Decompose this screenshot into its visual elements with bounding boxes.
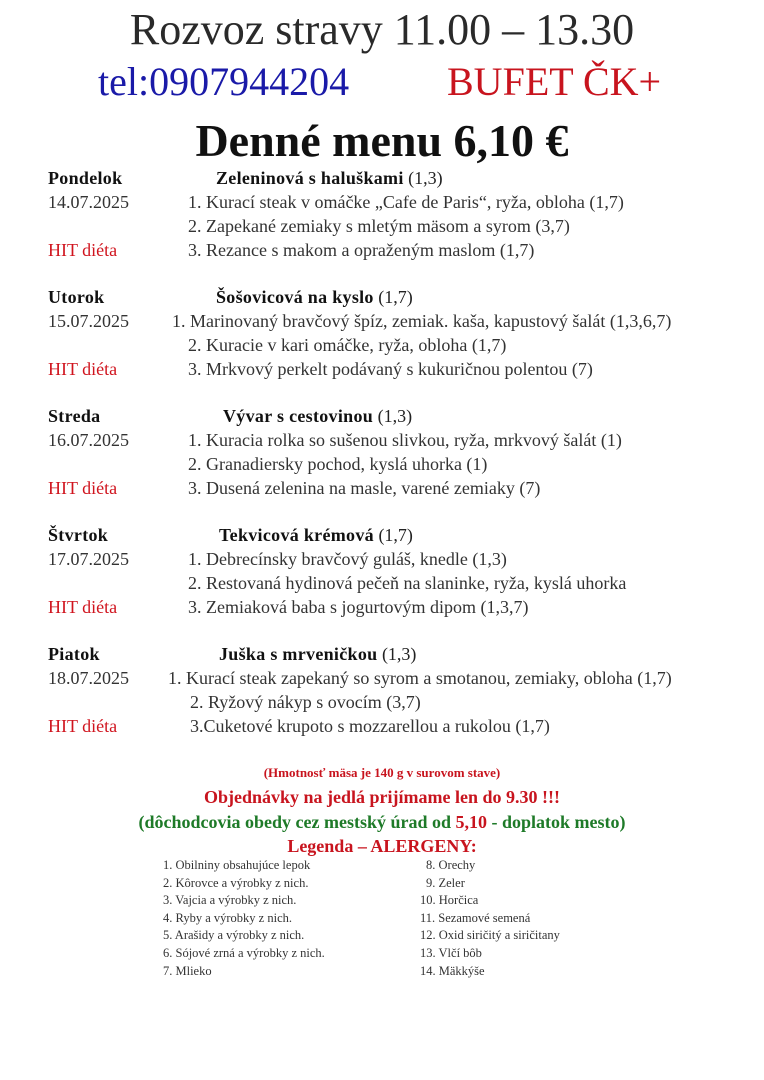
allergen-item: 12. Oxid siričitý a siričitany	[420, 928, 560, 943]
day-date: 18.07.2025	[48, 668, 129, 688]
allergen-item: 4. Ryby a výrobky z nich.	[163, 910, 292, 925]
soup	[219, 642, 416, 666]
day-date: 16.07.2025	[48, 430, 129, 450]
dish-2: 2. Restovaná hydinová pečeň na slaninke, ryža, kyslá uhorka	[188, 573, 627, 593]
day-name: Streda	[48, 406, 101, 426]
brand-name: BUFET ČK+	[447, 59, 662, 104]
delivery-hours: Rozvoz stravy 11.00 – 13.30	[129, 5, 635, 54]
dish-2: 2. Zapekané zemiaky s mletým mäsom a syrom (3,7)	[188, 216, 570, 236]
day-name: Utorok	[48, 287, 105, 307]
allergen-item: 8. Orechy	[426, 858, 476, 872]
allergen-list-right	[420, 857, 560, 980]
day-date: 17.07.2025	[48, 549, 129, 569]
allergen-item: 10. Horčica	[420, 893, 479, 908]
allergen-item: 9. Zeler	[426, 875, 465, 890]
soup-allergens: (1,3)	[377, 644, 417, 664]
hit-diet-label: HIT diéta	[48, 240, 118, 260]
seniors-price: 5,10	[455, 812, 487, 832]
dish-1: 1. Marinovaný bravčový špíz, zemiak. kaša, kapustový šalát (1,3,6,7)	[172, 311, 672, 331]
meat-weight-note: (Hmotnosť mäsa je 140 g v surovom stave)	[263, 765, 501, 780]
day-date: 15.07.2025	[48, 311, 129, 331]
soup-name: Juška s mrveničkou	[219, 644, 378, 664]
orders-deadline-note: Objednávky na jedlá prijímame len do 9.30 !!!	[203, 787, 560, 807]
day-name: Piatok	[48, 644, 100, 664]
allergen-item: 1. Obilniny obsahujúce lepok	[163, 858, 311, 872]
dish-3: 3. Zemiaková baba s jogurtovým dipom (1,3,7)	[188, 597, 529, 617]
soup-name: Vývar s cestovinou	[223, 406, 374, 426]
soup	[219, 523, 413, 547]
dish-1: 1. Debrecínsky bravčový guláš, knedle (1,3)	[188, 549, 507, 569]
allergen-item: 5. Arašidy a výrobky z nich.	[163, 928, 305, 943]
seniors-note	[0, 810, 764, 834]
soup	[216, 285, 413, 309]
dish-3: 3. Rezance s makom a opraženým maslom (1,7)	[188, 240, 535, 260]
dish-3: 3. Mrkvový perkelt podávaný s kukuričnou polentou (7)	[188, 359, 593, 379]
dish-1: 1. Kuracia rolka so sušenou slivkou, ryža, mrkvový šalát (1)	[188, 430, 622, 450]
day-block-monday	[48, 166, 764, 262]
day-block-friday	[48, 642, 764, 738]
dish-2: 2. Granadiersky pochod, kyslá uhorka (1)	[188, 454, 488, 474]
soup-allergens: (1,7)	[373, 525, 413, 545]
dish-2: 2. Kuracie v kari omáčke, ryža, obloha (1,7)	[188, 335, 507, 355]
soup-name: Tekvicová krémová	[219, 525, 374, 545]
day-name: Pondelok	[48, 168, 123, 188]
allergen-item: 7. Mlieko	[163, 963, 212, 978]
allergen-item: 3. Vajcia a výrobky z nich.	[163, 893, 297, 908]
day-name: Štvrtok	[48, 525, 109, 545]
soup-allergens: (1,3)	[403, 168, 443, 188]
day-block-wednesday	[48, 404, 764, 500]
soup-allergens: (1,7)	[373, 287, 413, 307]
seniors-note-end: - doplatok mesto)	[487, 812, 626, 832]
dish-2: 2. Ryžový nákyp s ovocím (3,7)	[190, 692, 421, 712]
allergen-item: 13. Vlčí bôb	[420, 945, 482, 960]
dish-3: 3.Cuketové krupoto s mozzarellou a rukolou (1,7)	[190, 716, 550, 736]
day-block-thursday	[48, 523, 764, 619]
hit-diet-label: HIT diéta	[48, 716, 118, 736]
allergen-item: 14. Mäkkýše	[420, 963, 485, 978]
allergen-legend-title: Legenda – ALERGENY:	[287, 836, 477, 856]
allergen-list-left	[163, 857, 325, 980]
menu-title: Denné menu 6,10 €	[195, 115, 569, 166]
day-date: 14.07.2025	[48, 192, 129, 212]
allergen-item: 6. Sójové zrná a výrobky z nich.	[163, 945, 325, 960]
hit-diet-label: HIT diéta	[48, 359, 118, 379]
phone-number: tel:0907944204	[98, 59, 350, 104]
soup	[216, 166, 443, 190]
hit-diet-label: HIT diéta	[48, 597, 118, 617]
soup-name: Šošovicová na kyslo	[216, 287, 374, 307]
soup-allergens: (1,3)	[373, 406, 413, 426]
dish-1: 1. Kurací steak zapekaný so syrom a smotanou, zemiaky, obloha (1,7)	[168, 668, 672, 688]
soup	[223, 404, 412, 428]
dish-1: 1. Kurací steak v omáčke „Cafe de Paris“, ryža, obloha (1,7)	[188, 192, 624, 212]
allergen-item: 11. Sezamové semená	[420, 910, 531, 925]
soup-name: Zeleninová s haluškami	[216, 168, 404, 188]
seniors-note-text: (dôchodcovia obedy cez mestský úrad od	[138, 812, 456, 832]
day-block-tuesday	[48, 285, 764, 381]
dish-3: 3. Dusená zelenina na masle, varené zemiaky (7)	[188, 478, 541, 498]
allergen-item: 2. Kôrovce a výrobky z nich.	[163, 875, 309, 890]
hit-diet-label: HIT diéta	[48, 478, 118, 498]
